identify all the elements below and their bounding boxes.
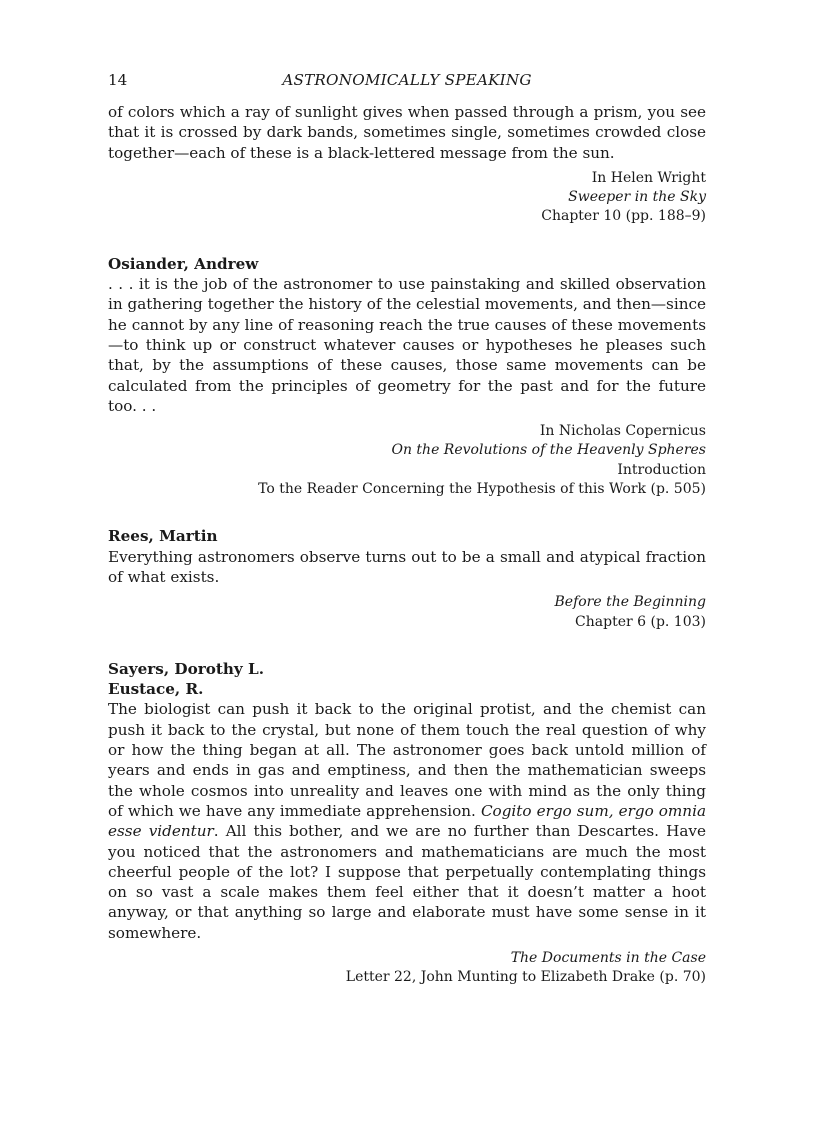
quote-entry: [108, 254, 706, 500]
source-title: Sweeper in the Sky: [568, 189, 706, 206]
source-title: The Documents in the Case: [510, 949, 706, 966]
author-name: Rees, Martin: [108, 527, 218, 546]
source-line: In Helen Wright: [591, 169, 706, 186]
continued-quote: [108, 102, 706, 227]
quote-text-part: The biologist can push it back to the original protist, and the chemist can push it back to the crystal, but none of them touch the real question of why or how the thing began at all. The astronomer goes back untold million of years and ends in gas and emptiness, and then the mathematician sweeps the whole cosmos into unreality and leaves one with mind as the only thing of which we have any immediate apprehension.: [108, 700, 706, 820]
running-head: [108, 70, 706, 92]
source-line: In Nicholas Copernicus: [539, 423, 706, 440]
quote-text-part: . All this bother, and we are no further than Descartes. Have you noticed that the astronomers and mathematicians are much the most cheerful people of the lot? I suppose that perpetually contemplating things on so vast a scale makes them feel either that it doesn’t matter a hoot anyway, or that anything so large and elaborate must have some sense in it somewhere.: [108, 822, 706, 942]
quote-source: [108, 169, 706, 227]
author-name: Sayers, Dorothy L.: [108, 659, 264, 678]
author-name: Eustace, R.: [108, 680, 204, 699]
source-title: Before the Beginning: [554, 594, 706, 611]
source-line: Introduction: [617, 461, 706, 478]
book-page: [108, 70, 706, 988]
quote-text: . . . it is the job of the astronomer to use painstaking and skilled observation in gathering together the history of the celestial movements, and then—since he cannot by any line of reasoning reach the true causes of these movements—to think up or construct whatever causes or hypotheses he pleases such that, by the assumptions of these causes, those same movements can be calculated from the principles of geometry for the past and for the future too. . .: [108, 275, 706, 415]
quote-text: [108, 699, 706, 943]
quote-entry: [108, 659, 706, 988]
quote-entry: [108, 526, 706, 631]
running-title: ASTRONOMICALLY SPEAKING: [282, 71, 532, 89]
source-line: To the Reader Concerning the Hypothesis of this Work (p. 505): [258, 481, 706, 498]
quote-source: [108, 949, 706, 988]
quote-source: [108, 593, 706, 632]
source-title: On the Revolutions of the Heavenly Spheres: [391, 442, 706, 459]
quote-text: of colors which a ray of sunlight gives when passed through a prism, you see that it is crossed by dark bands, sometimes single, sometimes crowded close together—each of these is a black-lettered message from the sun.: [108, 103, 706, 162]
source-line: Chapter 6 (p. 103): [575, 613, 706, 630]
quote-text: Everything astronomers observe turns out to be a small and atypical fraction of what exists.: [108, 547, 706, 586]
latin-phrase: Cogito ergo sum, ergo omnia esse videntur: [108, 801, 707, 841]
source-line: Letter 22, John Munting to Elizabeth Drake (p. 70): [345, 969, 706, 986]
page-number: 14: [108, 71, 128, 89]
quote-source: [108, 422, 706, 499]
source-line: Chapter 10 (pp. 188–9): [541, 208, 706, 225]
author-name: Osiander, Andrew: [108, 254, 259, 273]
